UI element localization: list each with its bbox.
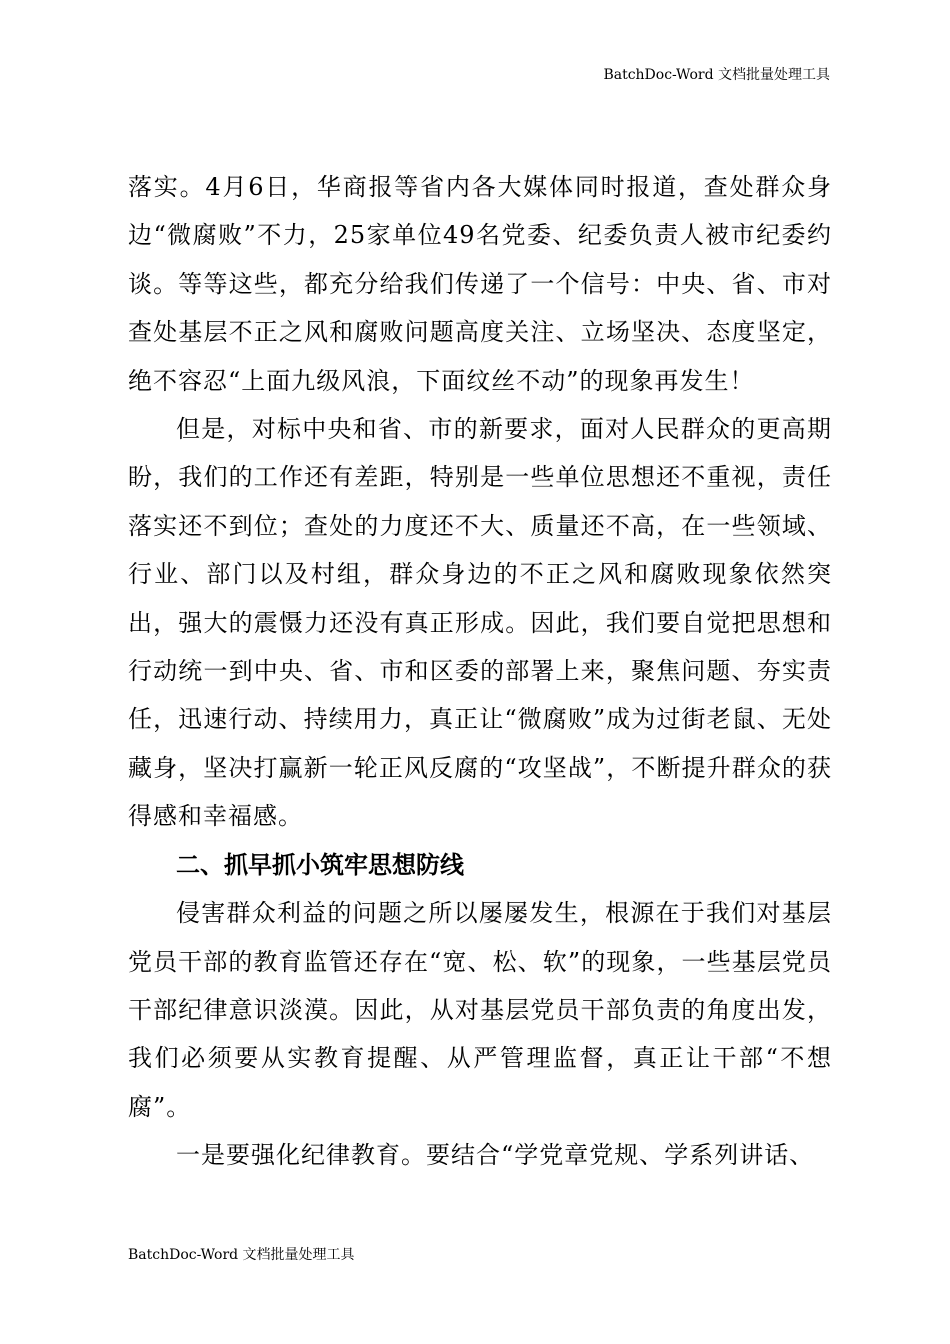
paragraph-2: 但是，对标中央和省、市的新要求，面对人民群众的更高期盼，我们的工作还有差距，特别是一些单位思想还不重视，责任落实还不到位；查处的力度还不大、质量还不高，在一些领域、行业、部门以及村组，群众身边的不正之风和腐败现象依然突出，强大的震慑力还没有真正形成。因此，我们要自觉把思想和行动统一到中央、省、市和区委的部署上来，聚焦问题、夯实责任，迅速行动、持续用力，真正让“微腐败”成为过街老鼠、无处藏身，坚决打赢新一轮正风反腐的“攻坚战”，不断提升群众的获得感和幸福感。 <box>128 415 832 831</box>
section-heading: 二、抓早抓小筑牢思想防线 <box>176 850 464 879</box>
document-body <box>128 163 832 1180</box>
paragraph-4: 一是要强化纪律教育。要结合“学党章党规、学系列讲话、 <box>176 1141 815 1170</box>
paragraph-1: 落实。4月6日，华商报等省内各大媒体同时报道，查处群众身边“微腐败”不力，25家单位49名党委、纪委负责人被市纪委约谈。等等这些，都充分给我们传递了一个信号：中央、省、市对查处基层不正之风和腐败问题高度关注、立场坚决、态度坚定，绝不容忍“上面九级风浪，下面纹丝不动”的现象再发生！ <box>128 173 832 395</box>
page-header: BatchDoc-Word 文档批量处理工具 <box>603 67 830 83</box>
paragraph-3: 侵害群众利益的问题之所以屡屡发生，根源在于我们对基层党员干部的教育监管还存在“宽、松、软”的现象，一些基层党员干部纪律意识淡漠。因此，从对基层党员干部负责的角度出发，我们必须要从实教育提醒、从严管理监督，真正让干部“不想腐”。 <box>128 899 832 1121</box>
page-footer: BatchDoc-Word 文档批量处理工具 <box>128 1247 355 1263</box>
